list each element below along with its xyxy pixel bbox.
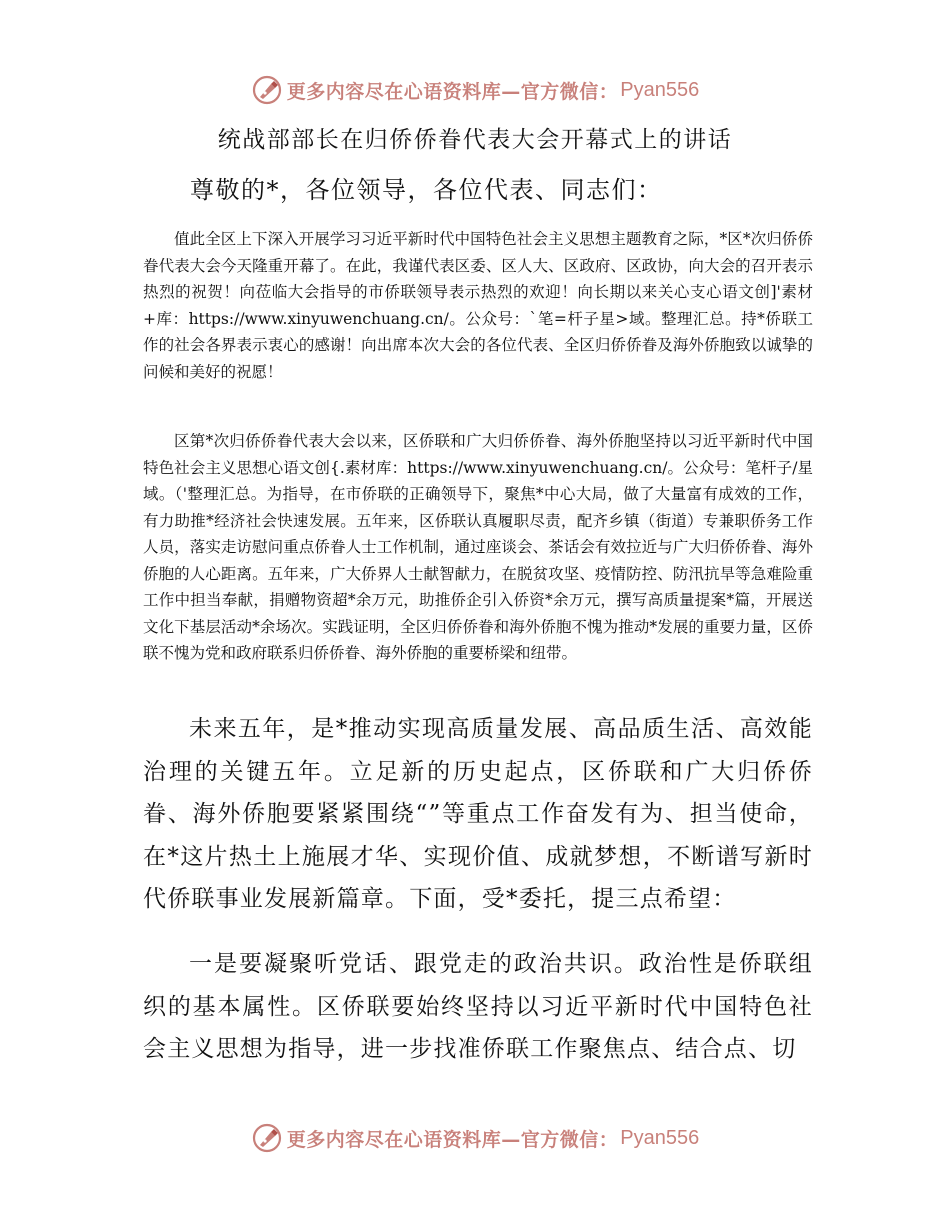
paragraph: 未来五年，是*推动实现高质量发展、高品质生活、高效能治理的关键五年。立足新的历史起点，区侨联和广大归侨侨眷、海外侨胞要紧紧围绕“”等重点工作奋发有为、担当使命，在*这片热土上施展才华、实现价值、成就梦想，不断谱写新时代侨联事业发展新篇章。下面，受*委托，提三点希望： — [143, 716, 813, 912]
pen-nib-logo-icon — [251, 74, 283, 106]
salutation: 尊敬的*，各位领导，各位代表、同志们： — [190, 176, 663, 204]
watermark-text: 更多内容尽在心语资料库—官方微信： — [286, 80, 619, 103]
paragraph: 一是要凝聚听党话、跟党走的政治共识。政治性是侨联组织的基本属性。区侨联要始终坚持以习近平新时代中国特色社会主义思想为指导，进一步找准侨联工作聚焦点、结合点、切 — [143, 951, 813, 1062]
watermark-wechat-id: Pyan556 — [620, 78, 700, 101]
watermark-text: 更多内容尽在心语资料库—官方微信： — [286, 1128, 619, 1151]
document-title: 统战部部长在归侨侨眷代表大会开幕式上的讲话 — [217, 127, 733, 153]
watermark-wechat-id: Pyan556 — [620, 1126, 700, 1149]
body-section-large-1 — [143, 708, 813, 921]
watermark-banner-top — [0, 72, 950, 108]
pen-nib-logo-icon — [251, 1122, 283, 1154]
watermark-banner-bottom — [0, 1120, 950, 1156]
body-section-small-2 — [143, 428, 813, 679]
body-section-small-1 — [143, 226, 813, 397]
paragraph: 区第*次归侨侨眷代表大会以来，区侨联和广大归侨侨眷、海外侨胞坚持以习近平新时代中国特色社会主义思想心语文创{.素材库：https://www.xinyuwenchuang.cn/。公众号：笔杆子/星域。（'整理汇总。为指导，在市侨联的正确领导下，聚焦*中心大局，做了大量富有成效的工作，有力助推*经济社会快速发展。五年来，区侨联认真履职尽责，配齐乡镇（街道）专兼职侨务工作人员，落实走访慰问重点侨眷人士工作机制，通过座谈会、茶话会有效拉近与广大归侨侨眷、海外侨胞的人心距离。五年来，广大侨界人士献智献力，在脱贫攻坚、疫情防控、防汛抗旱等急难险重工作中担当奉献，捐赠物资超*余万元，助推侨企引入侨资*余万元，撰写高质量提案*篇，开展送文化下基层活动*余场次。实践证明，全区归侨侨眷和海外侨胞不愧为推动*发展的重要力量，区侨联不愧为党和政府联系归侨侨眷、海外侨胞的重要桥梁和纽带。 — [143, 432, 813, 662]
body-section-large-2 — [143, 943, 813, 1071]
paragraph: 值此全区上下深入开展学习习近平新时代中国特色社会主义思想主题教育之际，*区*次归侨侨眷代表大会今天隆重开幕了。在此，我谨代表区委、区人大、区政府、区政协，向大会的召开表示热烈的祝贺！向莅临大会指导的市侨联领导表示热烈的欢迎！向长期以来关心支心语文创]'素材+库：https://www.xinyuwenchuang.cn/。公众号：`笔=杆子星>域。整理汇总。持*侨联工作的社会各界表示衷心的感谢！向出席本次大会的各位代表、全区归侨侨眷及海外侨胞致以诚挚的问候和美好的祝愿！ — [143, 230, 813, 381]
